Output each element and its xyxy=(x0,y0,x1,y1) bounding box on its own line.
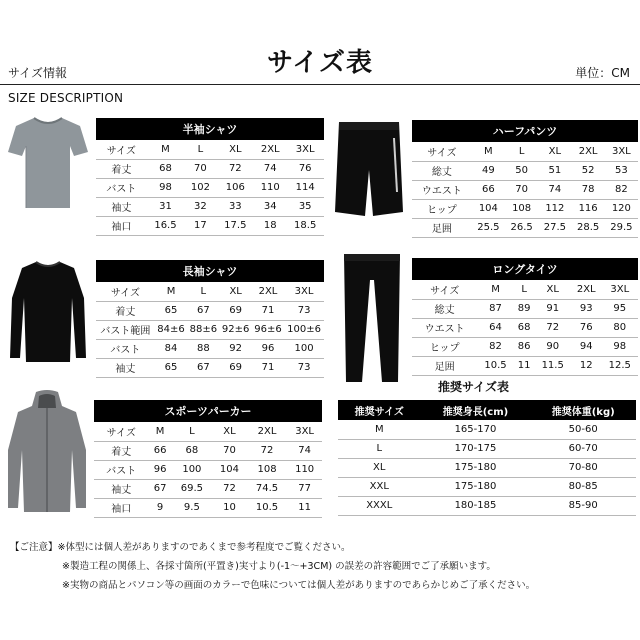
table-cell: 84±6 xyxy=(155,320,187,339)
table-cell: 72 xyxy=(247,441,287,460)
long-sleeve-size-table xyxy=(96,260,324,378)
table-cell: 60-70 xyxy=(530,439,636,458)
row-label: 着丈 xyxy=(96,159,147,178)
table-cell: 112 xyxy=(538,199,571,218)
column-header: 推奨サイズ xyxy=(338,400,421,420)
table-cell: 10 xyxy=(212,498,247,517)
table-cell: 98 xyxy=(602,337,638,356)
table-cell: 10.5 xyxy=(477,356,513,375)
note-line xyxy=(10,538,535,557)
table-cell: 68 xyxy=(147,159,185,178)
table-cell: 98 xyxy=(147,178,185,197)
table-cell: 49 xyxy=(472,161,505,180)
table-cell: 68 xyxy=(172,441,212,460)
table-cell: 18.5 xyxy=(286,216,324,235)
table-cell: 27.5 xyxy=(538,218,571,237)
column-header: 3XL xyxy=(605,142,638,161)
table-cell: 85-90 xyxy=(530,496,636,515)
table-cell: 69 xyxy=(220,358,252,377)
table-cell: 16.5 xyxy=(147,216,185,235)
column-header: XL xyxy=(538,142,571,161)
column-header: L xyxy=(172,422,212,441)
table-cell: 106 xyxy=(217,178,255,197)
table-cell: 31 xyxy=(147,197,185,216)
note-text: ※製造工程の関係上、各採寸箇所(平置き)実寸より(-1～+3CM) の誤差の許容範囲でご了承願います。 xyxy=(62,561,496,572)
row-label: ウエスト xyxy=(412,180,472,199)
row-label: 足囲 xyxy=(412,218,472,237)
column-header: L xyxy=(184,140,216,159)
recommended-size-title: 推奨サイズ表 xyxy=(438,380,510,394)
row-label: バスト xyxy=(96,178,147,197)
page-title: サイズ表 xyxy=(267,48,373,78)
table-cell: 33 xyxy=(217,197,255,216)
table-cell: 28.5 xyxy=(571,218,604,237)
column-header: XL xyxy=(535,280,571,299)
column-header: サイズ xyxy=(94,422,149,441)
table-cell: 34 xyxy=(254,197,286,216)
column-header: L xyxy=(187,282,219,301)
column-header: 3XL xyxy=(286,140,324,159)
table-cell: 89 xyxy=(514,299,535,318)
table-cell: 74 xyxy=(254,159,286,178)
column-header: XL xyxy=(220,282,252,301)
table-cell: 67 xyxy=(187,301,219,320)
table-cell: 82 xyxy=(605,180,638,199)
row-label: 着丈 xyxy=(94,441,149,460)
grey-hoodie-image xyxy=(6,390,88,515)
table-cell: 108 xyxy=(505,199,538,218)
sports-parka-table-title: スポーツパーカー xyxy=(94,400,322,422)
column-header: 2XL xyxy=(571,280,602,299)
table-cell: 70 xyxy=(184,159,216,178)
table-cell: 94 xyxy=(571,337,602,356)
table-cell: 104 xyxy=(472,199,505,218)
table-cell: 70-80 xyxy=(530,458,636,477)
table-cell: 25.5 xyxy=(472,218,505,237)
column-header: M xyxy=(149,422,172,441)
column-header: サイズ xyxy=(412,280,477,299)
table-cell: 100 xyxy=(284,339,324,358)
table-cell: 35 xyxy=(286,197,324,216)
table-cell: 100±6 xyxy=(284,320,324,339)
column-header: L xyxy=(505,142,538,161)
table-cell: 78 xyxy=(571,180,604,199)
short-sleeve-table-title: 半袖シャツ xyxy=(96,118,324,140)
table-cell: 120 xyxy=(605,199,638,218)
table-cell: 72 xyxy=(535,318,571,337)
column-header: M xyxy=(477,280,513,299)
column-header: サイズ xyxy=(96,282,155,301)
row-label: 着丈 xyxy=(96,301,155,320)
column-header: サイズ xyxy=(412,142,472,161)
table-cell: 50-60 xyxy=(530,420,636,439)
row-label: 総丈 xyxy=(412,299,477,318)
table-cell: 95 xyxy=(602,299,638,318)
row-label: バスト xyxy=(96,339,155,358)
table-cell: 77 xyxy=(287,479,322,498)
table-cell: 51 xyxy=(538,161,571,180)
row-label: バスト xyxy=(94,460,149,479)
table-cell: 70 xyxy=(212,441,247,460)
size-description-label: SIZE DESCRIPTION xyxy=(8,91,124,105)
table-cell: 11 xyxy=(514,356,535,375)
table-cell: 17.5 xyxy=(217,216,255,235)
table-cell: 71 xyxy=(252,358,284,377)
table-cell: 165-170 xyxy=(421,420,531,439)
table-cell: 9.5 xyxy=(172,498,212,517)
table-cell: 70 xyxy=(505,180,538,199)
row-label: 袖丈 xyxy=(96,358,155,377)
table-cell: 68 xyxy=(514,318,535,337)
black-leggings-image xyxy=(338,250,406,385)
table-cell: 96 xyxy=(252,339,284,358)
table-cell: 93 xyxy=(571,299,602,318)
row-label: 袖口 xyxy=(94,498,149,517)
table-cell: 69.5 xyxy=(172,479,212,498)
table-cell: 110 xyxy=(287,460,322,479)
table-cell: 73 xyxy=(284,358,324,377)
column-header: サイズ xyxy=(96,140,147,159)
table-cell: 175-180 xyxy=(421,458,531,477)
table-cell: 69 xyxy=(220,301,252,320)
table-cell: 11.5 xyxy=(535,356,571,375)
table-cell: 91 xyxy=(535,299,571,318)
column-header: L xyxy=(514,280,535,299)
table-cell: 66 xyxy=(149,441,172,460)
table-cell: 12 xyxy=(571,356,602,375)
row-label: ヒップ xyxy=(412,199,472,218)
table-cell: 170-175 xyxy=(421,439,531,458)
table-cell: 12.5 xyxy=(602,356,638,375)
table-cell: XXXL xyxy=(338,496,421,515)
table-cell: 53 xyxy=(605,161,638,180)
table-cell: 26.5 xyxy=(505,218,538,237)
column-header: 推奨体重(kg) xyxy=(530,400,636,420)
column-header: 2XL xyxy=(254,140,286,159)
table-cell: 104 xyxy=(212,460,247,479)
table-cell: 29.5 xyxy=(605,218,638,237)
table-cell: 74 xyxy=(538,180,571,199)
row-label: ヒップ xyxy=(412,337,477,356)
long-tights-table-title: ロングタイツ xyxy=(412,258,638,280)
sports-parka-size-table xyxy=(94,400,322,518)
short-sleeve-size-table xyxy=(96,118,324,236)
table-cell: 64 xyxy=(477,318,513,337)
column-header: XL xyxy=(217,140,255,159)
recommended-size-table xyxy=(338,400,636,516)
table-cell: 9 xyxy=(149,498,172,517)
row-label: 袖口 xyxy=(96,216,147,235)
column-header: 2XL xyxy=(252,282,284,301)
note-text: ※実物の商品とパソコン等の画面のカラーで色味については個人差がありますのであらかじめご了承ください。 xyxy=(62,580,536,591)
table-cell: 114 xyxy=(286,178,324,197)
table-cell: 74.5 xyxy=(247,479,287,498)
table-cell: 50 xyxy=(505,161,538,180)
table-cell: 17 xyxy=(184,216,216,235)
row-label: 袖丈 xyxy=(94,479,149,498)
table-cell: 76 xyxy=(286,159,324,178)
grey-tshirt-image xyxy=(6,112,90,212)
table-cell: 71 xyxy=(252,301,284,320)
table-cell: 65 xyxy=(155,358,187,377)
header-divider xyxy=(0,84,640,85)
table-cell: 52 xyxy=(571,161,604,180)
table-cell: 72 xyxy=(217,159,255,178)
table-cell: 76 xyxy=(571,318,602,337)
column-header: M xyxy=(472,142,505,161)
table-cell: 18 xyxy=(254,216,286,235)
table-cell: 86 xyxy=(514,337,535,356)
row-label: 総丈 xyxy=(412,161,472,180)
table-cell: 92±6 xyxy=(220,320,252,339)
note-text: ※体型には個人差がありますのであくまで参考程度でご覧ください。 xyxy=(57,542,351,553)
table-cell: 175-180 xyxy=(421,477,531,496)
row-label: バスト範囲 xyxy=(96,320,155,339)
column-header: M xyxy=(147,140,185,159)
long-tights-size-table xyxy=(412,258,638,376)
table-cell: 92 xyxy=(220,339,252,358)
table-cell: 102 xyxy=(184,178,216,197)
table-cell: 32 xyxy=(184,197,216,216)
table-cell: 73 xyxy=(284,301,324,320)
column-header: 推奨身長(cm) xyxy=(421,400,531,420)
half-pants-size-table xyxy=(412,120,638,238)
black-shorts-image xyxy=(333,118,405,220)
row-label: 袖丈 xyxy=(96,197,147,216)
column-header: 2XL xyxy=(247,422,287,441)
table-cell: 66 xyxy=(472,180,505,199)
black-long-sleeve-image xyxy=(8,258,88,368)
table-cell: 110 xyxy=(254,178,286,197)
table-cell: 10.5 xyxy=(247,498,287,517)
half-pants-table-title: ハーフパンツ xyxy=(412,120,638,142)
table-cell: 11 xyxy=(287,498,322,517)
column-header: 3XL xyxy=(284,282,324,301)
table-cell: 80-85 xyxy=(530,477,636,496)
row-label: ウエスト xyxy=(412,318,477,337)
column-header: M xyxy=(155,282,187,301)
table-cell: 88±6 xyxy=(187,320,219,339)
table-cell: 87 xyxy=(477,299,513,318)
table-cell: 90 xyxy=(535,337,571,356)
table-cell: 100 xyxy=(172,460,212,479)
notes-section xyxy=(10,538,535,595)
table-cell: 88 xyxy=(187,339,219,358)
column-header: 2XL xyxy=(571,142,604,161)
table-cell: XL xyxy=(338,458,421,477)
table-cell: 82 xyxy=(477,337,513,356)
table-cell: 96 xyxy=(149,460,172,479)
notes-label: 【ご注意】 xyxy=(10,542,58,553)
table-cell: 65 xyxy=(155,301,187,320)
column-header: XL xyxy=(212,422,247,441)
long-sleeve-table-title: 長袖シャツ xyxy=(96,260,324,282)
table-cell: 108 xyxy=(247,460,287,479)
column-header: 3XL xyxy=(287,422,322,441)
size-info-label: サイズ情報 xyxy=(8,66,68,80)
table-cell: 84 xyxy=(155,339,187,358)
table-cell: 74 xyxy=(287,441,322,460)
table-cell: L xyxy=(338,439,421,458)
table-cell: 180-185 xyxy=(421,496,531,515)
column-header: 3XL xyxy=(602,280,638,299)
table-cell: M xyxy=(338,420,421,439)
table-cell: 72 xyxy=(212,479,247,498)
unit-label: 単位：CM xyxy=(575,66,630,80)
table-cell: XXL xyxy=(338,477,421,496)
table-cell: 67 xyxy=(149,479,172,498)
table-cell: 80 xyxy=(602,318,638,337)
row-label: 足囲 xyxy=(412,356,477,375)
table-cell: 67 xyxy=(187,358,219,377)
table-cell: 116 xyxy=(571,199,604,218)
table-cell: 96±6 xyxy=(252,320,284,339)
